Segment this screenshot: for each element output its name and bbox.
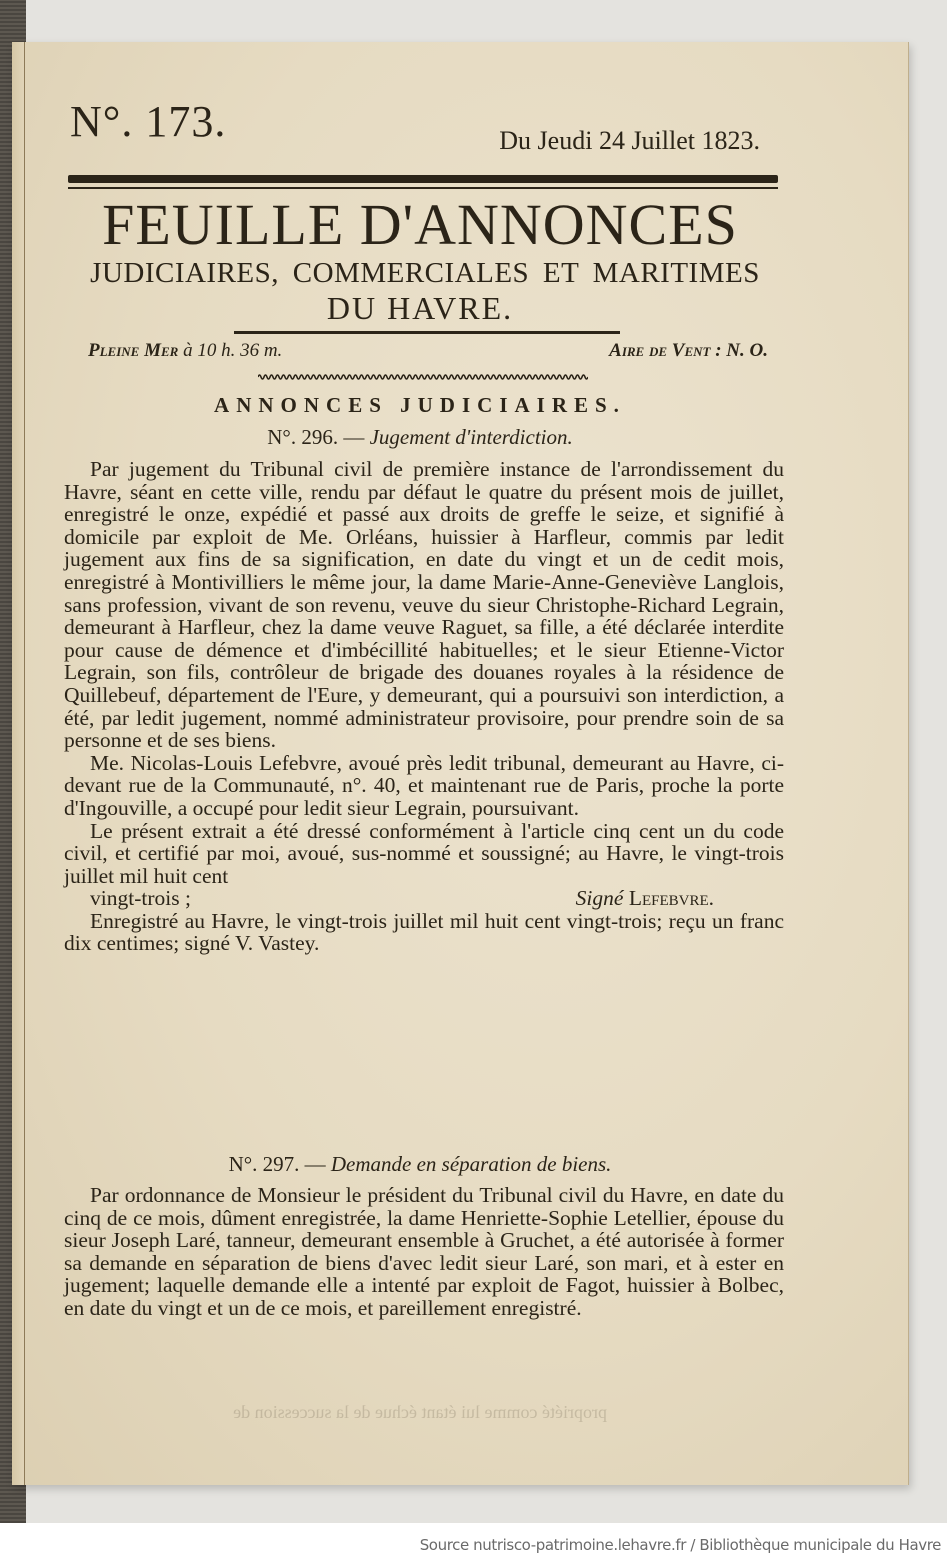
signature-line	[64, 887, 784, 910]
source-credit: Source nutrisco-patrimoine.lehavre.fr / Bibliothèque municipale du Havre	[419, 1536, 941, 1554]
masthead-top-row	[60, 92, 760, 162]
signature-name: Lefebvre.	[628, 886, 714, 911]
title-rule	[234, 331, 620, 334]
bleed-through-text: propriété comme lui étant échue de la succession de	[233, 1402, 607, 1422]
notice-paragraph: Le présent extrait a été dressé conformément à l'article cinq cent un du code civil, et certifié par moi, avoué, sus-nommé et soussigné; au Havre, le vingt-trois juillet mil huit cent	[64, 818, 784, 888]
newspaper-city: DU HAVRE.	[326, 290, 514, 326]
notice-number: N°. 296. —	[267, 425, 365, 449]
notice-number: N°. 297. —	[228, 1152, 326, 1176]
notice-body	[64, 1184, 784, 1320]
notice-heading	[60, 1152, 780, 1177]
issue-date: Du Jeudi 24 Juillet 1823.	[499, 126, 760, 155]
notice-paragraph: Par ordonnance de Monsieur le président du Tribunal civil du Havre, en date du cinq de ce mois, dûment enregistrée, la dame Henriette-Sophie Letellier, épouse du sieur Joseph Laré, tanneur, demeurant ensemble à Gruchet, a été autorisée à former sa demande en séparation de biens d'avec ledit sieur Laré, son mari, et à ester en jugement; laquelle demande elle a intenté par exploit de Fagot, huissier à Bolbec, en date du vingt et un de ce mois, et pareillement enregistré.	[64, 1183, 784, 1320]
wavy-ornament	[258, 373, 588, 381]
section-heading: ANNONCES JUDICIAIRES.	[214, 393, 626, 417]
notice-kind: Jugement d'interdiction.	[369, 425, 573, 449]
masthead-thin-rule	[68, 187, 778, 189]
wind-value: N. O.	[726, 340, 768, 361]
wind-direction	[609, 340, 768, 362]
high-tide	[88, 340, 282, 362]
notice-paragraph: Me. Nicolas-Louis Lefebvre, avoué près ledit tribunal, demeurant au Havre, ci-devant rue de la Communauté, n°. 40, et maintenant rue de Paris, proche la porte d'Ingouville, a occupé pour ledit sieur Legrain, poursuivant.	[64, 750, 784, 820]
registration-paragraph: Enregistré au Havre, le vingt-trois juillet mil huit cent vingt-trois; reçu un franc dix centimes; signé V. Vastey.	[64, 908, 784, 956]
notice-paragraph: Par jugement du Tribunal civil de première instance de l'arrondissement du Havre, séant en cette ville, rendu par défaut le quatre du présent mois de juillet, enregistré le onze, expédié et passé aux droits de greffe le seize, et signifié à domicile par exploit de Me. Orléans, huissier à Harfleur, commis par ledit jugement aux fins de sa signification, en date du vingt et un de cedit mois, enregistré à Montivilliers le même jour, la dame Marie-Anne-Geneviève Langlois, sans profession, vivant de son revenu, veuve du sieur Christophe-Richard Legrain, demeurant à Harfleur, chez la dame veuve Raguet, sa fille, a été déclarée interdite pour cause de démence et d'imbécillité habituelles; et le sieur Etienne-Victor Legrain, son fils, contrôleur de brigade des douanes royales à la résidence de Quillebeuf, département de l'Eure, y demeurant, qui a poursuivi son interdiction, a été, par ledit jugement, nommé administrateur provisoire, pour prendre soin de sa personne et de ses biens.	[64, 457, 784, 753]
masthead-thick-rule	[68, 175, 778, 183]
closing-text: vingt-trois ;	[90, 886, 191, 911]
notice-heading	[60, 425, 780, 450]
notice-kind: Demande en séparation de biens.	[330, 1152, 612, 1176]
notice-body	[64, 458, 784, 955]
newspaper-title: FEUILLE D'ANNONCES	[102, 192, 738, 257]
tide-wind-row	[88, 340, 768, 370]
newspaper-subtitle: JUDICIAIRES, COMMERCIALES ET MARITIMES	[90, 257, 760, 289]
wind-label: Aire de Vent :	[609, 340, 722, 361]
issue-number: N°. 173.	[70, 97, 227, 146]
high-tide-label: Pleine Mer	[88, 340, 179, 361]
signature	[550, 887, 784, 910]
signature-prefix: Signé	[575, 886, 624, 911]
high-tide-value: à 10 h. 36 m.	[183, 340, 283, 361]
